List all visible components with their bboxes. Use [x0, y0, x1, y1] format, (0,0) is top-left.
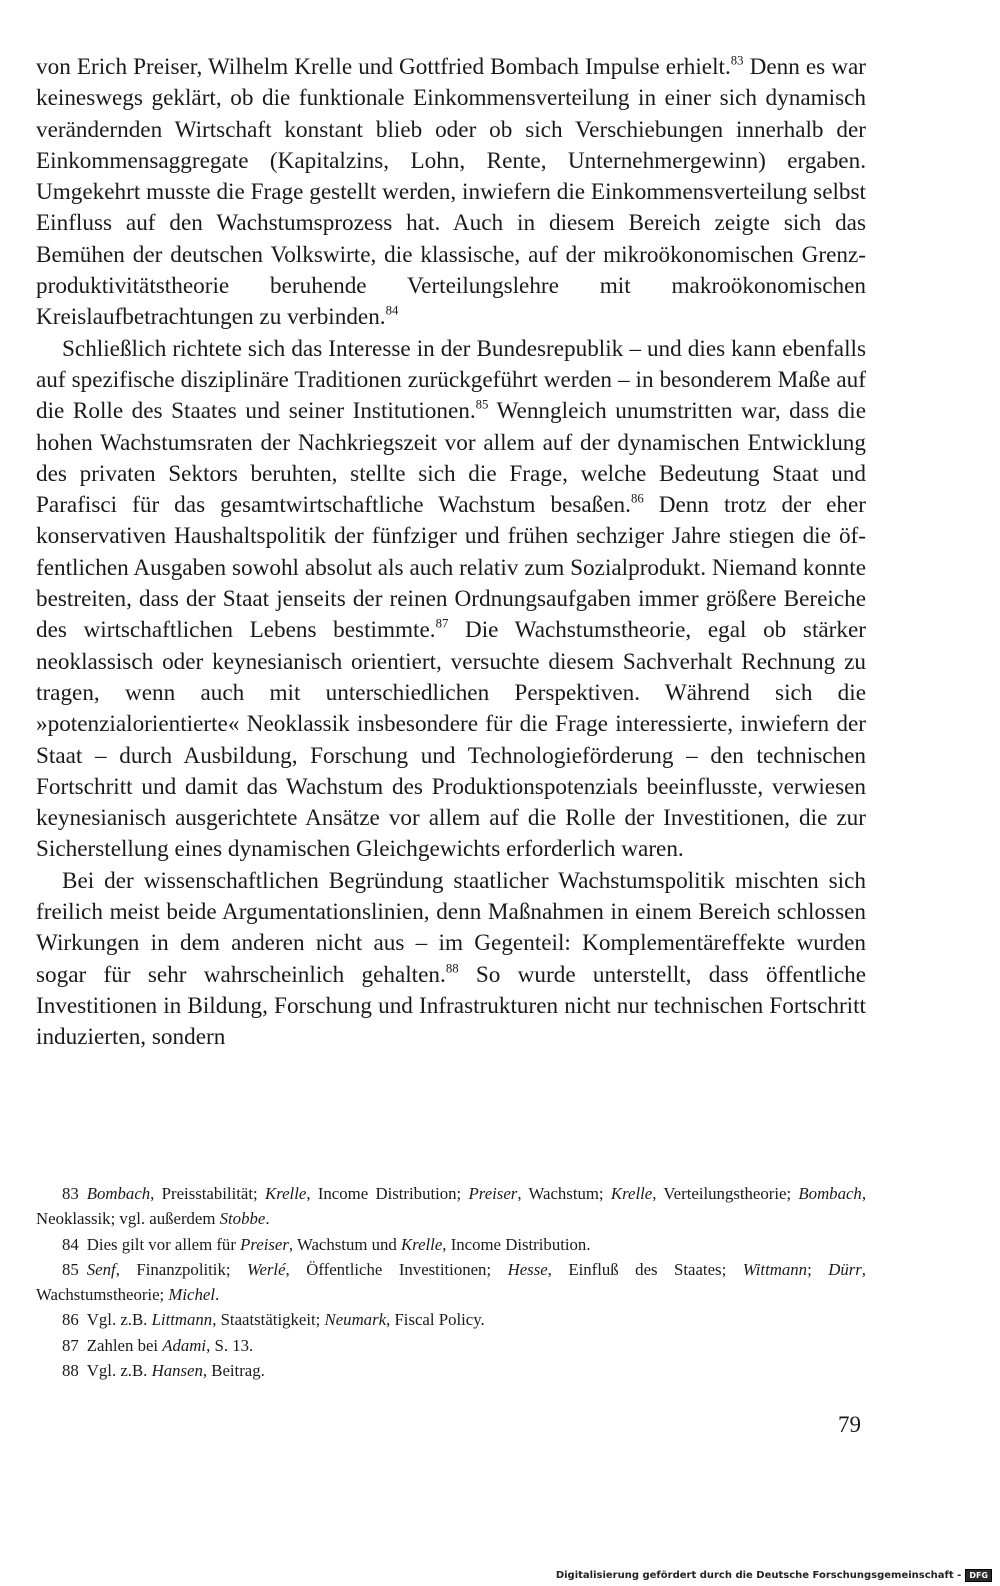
footnote-text: , Öffentliche Investitionen; — [285, 1259, 508, 1279]
footnote-reference: 83 — [730, 53, 744, 68]
author-name: Bombach — [798, 1184, 862, 1203]
author-name: Hesse — [507, 1259, 548, 1279]
author-name: Krelle — [265, 1184, 307, 1203]
main-body-text — [36, 52, 866, 1054]
author-name: Michel — [168, 1285, 215, 1305]
footnote-number: 87 — [62, 1335, 79, 1355]
footnote-reference: 87 — [435, 616, 449, 631]
author-name: Werlé — [247, 1259, 286, 1279]
footnote-number: 86 — [62, 1310, 79, 1330]
footnote-text: Vgl. z.B. — [86, 1310, 152, 1330]
footnote-reference: 86 — [630, 491, 644, 506]
author-name: Dürr — [828, 1259, 862, 1279]
paragraph-text: Denn trotz der eher konservativen Haushaltspolitik der fünfziger und frühen sechziger Jahre stiegen die öffentlichen Ausgaben sowohl absolut als auch relativ zum Sozialprodukt. Niemand konnte bestreiten, dass der Staat jenseits der reinen Ordnungsaufgaben immer größere Bereiche des wirtschaftlichen Lebens bestimmte. — [36, 492, 866, 644]
author-name: Stobbe — [219, 1209, 266, 1229]
author-name: Preiser — [468, 1184, 518, 1203]
footnote-text: , Income Distribution; — [306, 1184, 469, 1203]
dfg-logo: DFG — [965, 1569, 992, 1582]
paragraph-text: Wenngleich unumstritten war, dass die hohen Wachstumsraten der Nachkriegszeit vor allem auf der dynamischen Entwicklung des privaten Sektors beruhten, stellte sich die Frage, welche Bedeutung Staat und Parafisci für das gesamtwirtschaftliche Wachstum besaßen. — [36, 398, 867, 519]
footnote-text: , Neoklassik; vgl. außerdem — [36, 1184, 867, 1229]
footnote-text: , Beitrag. — [202, 1361, 265, 1381]
footnote — [36, 1181, 866, 1232]
footnote — [36, 1232, 866, 1257]
author-name: Littmann — [151, 1310, 213, 1330]
footnote-number: 88 — [62, 1361, 79, 1381]
paragraph-text: von Erich Preiser, Wilhelm Krelle und Gottfried Bombach Impulse erhielt. — [36, 54, 731, 80]
footnote-text: , Einfluß des Staates; — [547, 1259, 743, 1279]
author-name: Senf — [86, 1259, 116, 1279]
footnotes-section — [36, 1181, 866, 1383]
footnote — [36, 1358, 866, 1383]
author-name: Neumark — [324, 1310, 387, 1330]
author-name: Krelle — [400, 1234, 443, 1254]
footnote — [36, 1257, 866, 1308]
footnote-text: Zahlen bei — [86, 1335, 163, 1355]
author-name: Preiser — [240, 1234, 289, 1254]
paragraph-text: Die Wachstumstheorie, egal ob stärker neoklassisch oder keynesianisch orientiert, versuchte diesem Sachverhalt Rechnung zu tragen, wenn auch mit unterschiedlichen Perspektiven. Während sich die »potenzialorientierte« Neoklassik insbesondere für die Frage interessierte, inwiefern der Staat – durch Ausbildung, Forschung und Technologieförderung – den technischen Fortschritt und damit das Wachstum des Produktionspotenzials beeinflusste, verwiesen keynesianisch ausgerichtete Ansätze vor allem auf die Rolle der Investitionen, die zur Sicherstellung eines dynamischen Gleichgewichts erforderlich waren. — [36, 617, 867, 863]
footnote — [36, 1333, 866, 1358]
footnote — [36, 1307, 866, 1332]
body-paragraph — [36, 52, 866, 334]
footnote-reference: 84 — [385, 303, 399, 318]
paragraph-text: Schließlich richtete sich das Interesse in der Bundesrepublik – und dies kann ebenfalls auf spezifische disziplinäre Traditionen zurückgeführt werden – in besonderem Maße auf die Rolle des Staates und seiner Institutionen. — [36, 335, 866, 425]
footnote-reference: 88 — [445, 961, 459, 976]
footnote-text: , Fiscal Policy. — [386, 1310, 485, 1330]
footnote-text: , Wachstum und — [288, 1234, 401, 1254]
footnote-text: , Staatstätigkeit; — [212, 1310, 325, 1330]
footnote-number: 85 — [62, 1259, 79, 1279]
author-name: Hansen — [151, 1361, 203, 1381]
footnote-text: , Preisstabilität; — [150, 1184, 265, 1203]
author-name: Adami — [162, 1335, 207, 1355]
footnote-number: 83 — [62, 1184, 79, 1203]
paragraph-text: Bei der wissenschaftlichen Begründung staatlicher Wachstumspolitik mischten sich freilich meist beide Argumentationslinien, denn Maßnahmen in einem Bereich schlossen Wirkungen in dem anderen nicht aus – im Gegenteil: Komplementäreffekte wurden sogar für sehr wahrscheinlich gehalten. — [36, 867, 866, 988]
footnote-number: 84 — [62, 1234, 79, 1254]
footnote-text: Vgl. z.B. — [86, 1361, 152, 1381]
footnote-text: ; — [807, 1259, 829, 1279]
footnote-text: , Verteilungstheorie; — [652, 1184, 799, 1203]
body-paragraph — [36, 334, 866, 866]
footnote-text: . — [215, 1285, 220, 1305]
digitization-credit — [556, 1569, 992, 1582]
author-name: Bombach — [86, 1184, 151, 1203]
page-number: 79 — [838, 1412, 861, 1437]
credit-text: Digitalisierung gefördert durch die Deutsche Forschungsgemeinschaft - — [555, 1570, 962, 1581]
footnote-text: , Wachstumstheorie; — [36, 1259, 866, 1305]
body-paragraph — [36, 866, 866, 1054]
footnote-text: , Wachstum; — [517, 1184, 611, 1203]
footnote-text: . — [265, 1209, 270, 1229]
footnote-text: , Income Distribution. — [442, 1234, 591, 1254]
footnote-reference: 85 — [475, 397, 489, 412]
footnote-text: , Finanzpolitik; — [115, 1259, 248, 1279]
footnote-text: , S. 13. — [206, 1335, 254, 1355]
author-name: Wittmann — [742, 1259, 808, 1279]
author-name: Krelle — [610, 1184, 653, 1203]
footnote-text: Dies gilt vor allem für — [86, 1234, 241, 1254]
paragraph-text: So wurde unterstellt, dass öffentliche Investitionen in Bildung, Forschung und Infrastrukturen nicht nur technischen Fortschritt induzierten, sondern — [36, 961, 866, 1051]
paragraph-text: Denn es war keineswegs geklärt, ob die funktionale Einkommensverteilung in einer sich dynamisch verändernden Wirtschaft konstant blieb oder ob sich Verschiebungen innerhalb der Einkommensaggregate (Kapitalzins, Lohn, Rente, Unternehmergewinn) ergaben. Umgekehrt musste die Frage gestellt werden, inwiefern die Einkommensverteilung selbst Einfluss auf den Wachstumsprozess hat. Auch in diesem Bereich zeigte sich das Bemühen der deutschen Volkswirte, die klassische, auf der mikroökonomischen Grenzproduktivitätstheorie beruhende Verteilungslehre mit makroökonomischen Kreislaufbetrachtungen zu verbinden. — [36, 54, 866, 331]
